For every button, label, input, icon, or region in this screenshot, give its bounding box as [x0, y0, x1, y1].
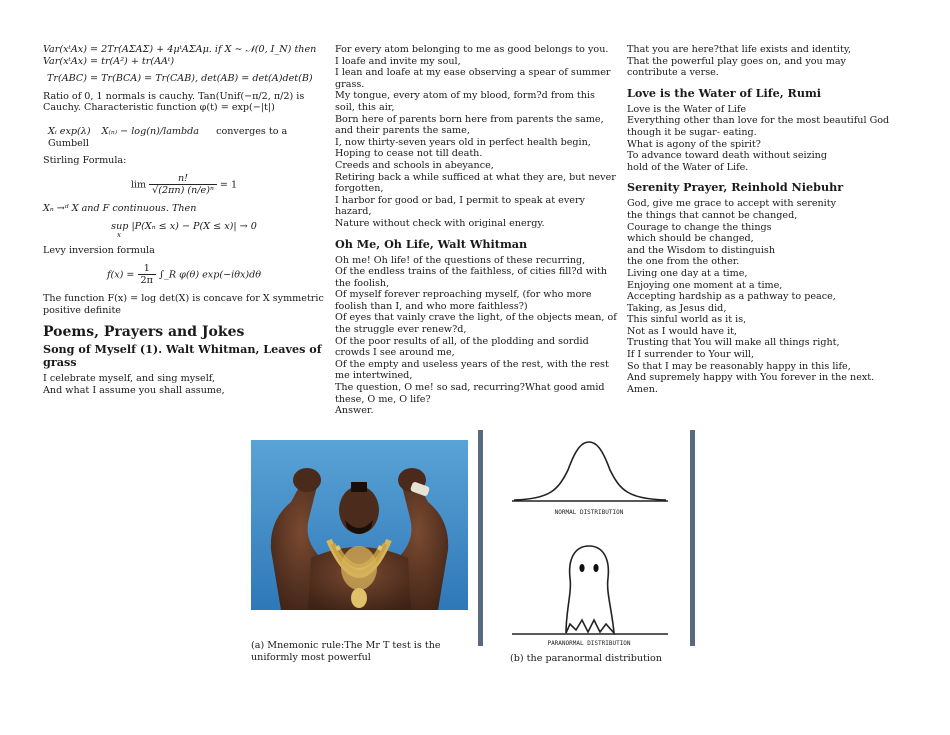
song-line-2: And what I assume you shall assume,	[43, 384, 225, 396]
song-line-1: I celebrate myself, and sing myself,	[43, 373, 216, 385]
poem-line: Love is the Water of Life	[627, 103, 747, 115]
normal-label: NORMAL DISTRIBUTION	[554, 509, 624, 516]
poem-line: Hoping to cease not till death.	[335, 148, 483, 160]
caption-a: (a) Mnemonic rule:The Mr T test is the uniformly most powerful	[251, 640, 441, 663]
caption-b: (b) the paranormal distribution	[510, 653, 662, 664]
poem-line: hold of the Water of Life.	[627, 161, 749, 173]
prayer-line: which should be changed,	[627, 233, 754, 245]
levy-numerator: 1	[138, 263, 156, 276]
song-title: Song of Myself (1). Walt Whitman, Leaves of grass	[43, 342, 322, 370]
gumbel-line	[43, 126, 325, 149]
poem-line: Born here of parents born here from parents the same, and their parents the same,	[335, 113, 604, 137]
levy-fraction	[138, 263, 156, 287]
poem-line: Of myself forever reproaching myself, (for who more foolish than I, and who more faithless?)	[335, 289, 592, 312]
poem-line: I harbor for good or bad, I permit to speak at every hazard,	[335, 194, 585, 218]
poem-line: That the powerful play goes on, and you may contribute a verse.	[627, 55, 846, 79]
poem-line: I, now thirty-seven years old in perfect health begin,	[335, 136, 591, 148]
poem-line: The question, O me! so sad, recurring?What good amid these, O me, O life?	[335, 382, 605, 405]
stirling-fraction	[149, 173, 217, 197]
levy-denominator: 2π	[140, 275, 153, 287]
prayer-line: God, give me grace to accept with serenity	[627, 198, 837, 210]
sup-equation: sup |P(Xₙ ≤ x) − P(X ≤ x)| → 0	[111, 220, 257, 232]
column-3	[627, 44, 892, 395]
prayer-line: Living one day at a time,	[627, 267, 748, 279]
poem-line: Of the poor results of all, of the plodding and sordid crowds I see around me,	[335, 335, 589, 359]
cauchy-line-2: Cauchy. Characteristic function φ(t) = exp(−|t|)	[43, 102, 275, 114]
gumbel-part-c: converges to a Gumbell	[48, 125, 288, 149]
section-title: Poems, Prayers and Jokes	[43, 324, 245, 341]
poem-line: Of the empty and useless years of the rest, with the rest me intertwined,	[335, 358, 609, 382]
prayer-line: And supremely happy with You forever in the next.	[627, 372, 875, 384]
mr-t-photo	[251, 440, 468, 610]
poem-line: I lean and loafe at my ease observing a spear of summer grass.	[335, 67, 611, 90]
levy-lhs: f(x) =	[106, 269, 135, 281]
variance-formula: Var(xᵗAx) = 2Tr(AΣAΣ) + 4μᵗAΣAμ. if X ∼ 𝒩(0, I_N) then	[43, 44, 317, 55]
prayer-line: If I surrender to Your will,	[627, 349, 755, 361]
prayer-line: the one from the other.	[627, 256, 740, 268]
variance-formula-2: Var(xᵗAx) = tr(A²) + tr(AAᵗ)	[43, 55, 175, 67]
poem-line: Answer.	[335, 405, 374, 417]
stirling-rhs: = 1	[219, 179, 238, 191]
prayer-line: Courage to change the things	[627, 221, 772, 233]
gumbel-part-a: Xᵢ exp(λ)	[48, 125, 91, 137]
prayer-line: and the Wisdom to distinguish	[627, 244, 776, 256]
poem-line: Of eyes that vainly crave the light, of the objects mean, of the struggle ever renew?d,	[335, 312, 617, 336]
prayer-line: This sinful world as it is,	[627, 314, 747, 326]
prayer-line: Taking, as Jesus did,	[627, 302, 727, 314]
prayer-line: the things that cannot be changed,	[627, 209, 798, 221]
levy-rhs: ∫_R φ(θ) exp(−iθx)dθ	[159, 269, 262, 281]
poem-line: My tongue, every atom of my blood, form?d from this soil, this air,	[335, 90, 595, 113]
concave-line-1: The function F(x) = log det(X) is concave for X symmetric	[43, 292, 324, 304]
prayer-line: Amen.	[627, 383, 658, 395]
prayer-line: Not as I would have it,	[627, 325, 738, 337]
poem-line: Retiring back a while sufficed at what they are, but never forgotten,	[335, 171, 616, 195]
stirling-numerator: n!	[149, 173, 217, 186]
column-1	[43, 44, 325, 396]
poem-line: Creeds and schools in abeyance,	[335, 159, 494, 171]
convergence-line: Xₙ →ᵈ X and F continuous. Then	[43, 202, 197, 214]
poem-line: For every atom belonging to me as good belongs to you.	[335, 44, 609, 55]
serenity-title: Serenity Prayer, Reinhold Niebuhr	[627, 180, 844, 195]
concave-line-2: positive definite	[43, 304, 121, 316]
figure-a-photo	[251, 440, 468, 610]
trace-formula: Tr(ABC) = Tr(BCA) = Tr(CAB), det(AB) = det(A)det(B)	[47, 73, 313, 85]
prayer-line: So that I may be reasonably happy in this life,	[627, 360, 851, 372]
stirling-formula	[43, 173, 325, 197]
prayer-line: Accepting hardship as a pathway to peace,	[627, 291, 836, 303]
stirling-denominator: √(2πn) (n/e)ⁿ	[152, 185, 214, 197]
prayer-line: Trusting that You will make all things right,	[627, 337, 840, 349]
poem-line: Nature without check with original energy.	[335, 217, 545, 229]
poem-line: Everything other than love for the most beautiful God though it be sugar- eating.	[627, 115, 890, 138]
ohme-title: Oh Me, Oh Life, Walt Whitman	[335, 236, 528, 251]
paranormal-cartoon	[478, 430, 696, 646]
cauchy-line-1: Ratio of 0, 1 normals is cauchy. Tan(Unif(−π/2, π/2) is	[43, 90, 305, 102]
poem-line: Of the endless trains of the faithless, of cities fill?d with the foolish,	[335, 266, 608, 289]
stirling-label: Stirling Formula:	[43, 155, 127, 167]
poem-line: I loafe and invite my soul,	[335, 55, 461, 67]
rumi-title: Love is the Water of Life, Rumi	[627, 85, 822, 100]
prayer-line: Enjoying one moment at a time,	[627, 279, 783, 291]
poem-line: That you are here?that life exists and identity,	[627, 44, 852, 55]
column-2	[335, 44, 617, 417]
poem-line: Oh me! Oh life! of the questions of these recurring,	[335, 254, 586, 266]
poem-line: What is agony of the spirit?	[627, 138, 761, 150]
figure-b-cartoon	[478, 430, 696, 646]
paranormal-label: PARANORMAL DISTRIBUTION	[547, 640, 631, 646]
levy-label: Levy inversion formula	[43, 245, 155, 257]
poem-line: To advance toward death without seizing	[627, 150, 828, 162]
sup-formula	[43, 221, 325, 240]
stirling-lim: lim	[130, 179, 147, 191]
sup-subscript: x	[117, 231, 121, 240]
gumbel-part-b: X₍ₙ₎ − log(n)/lambda	[101, 125, 200, 137]
levy-formula	[43, 263, 325, 287]
